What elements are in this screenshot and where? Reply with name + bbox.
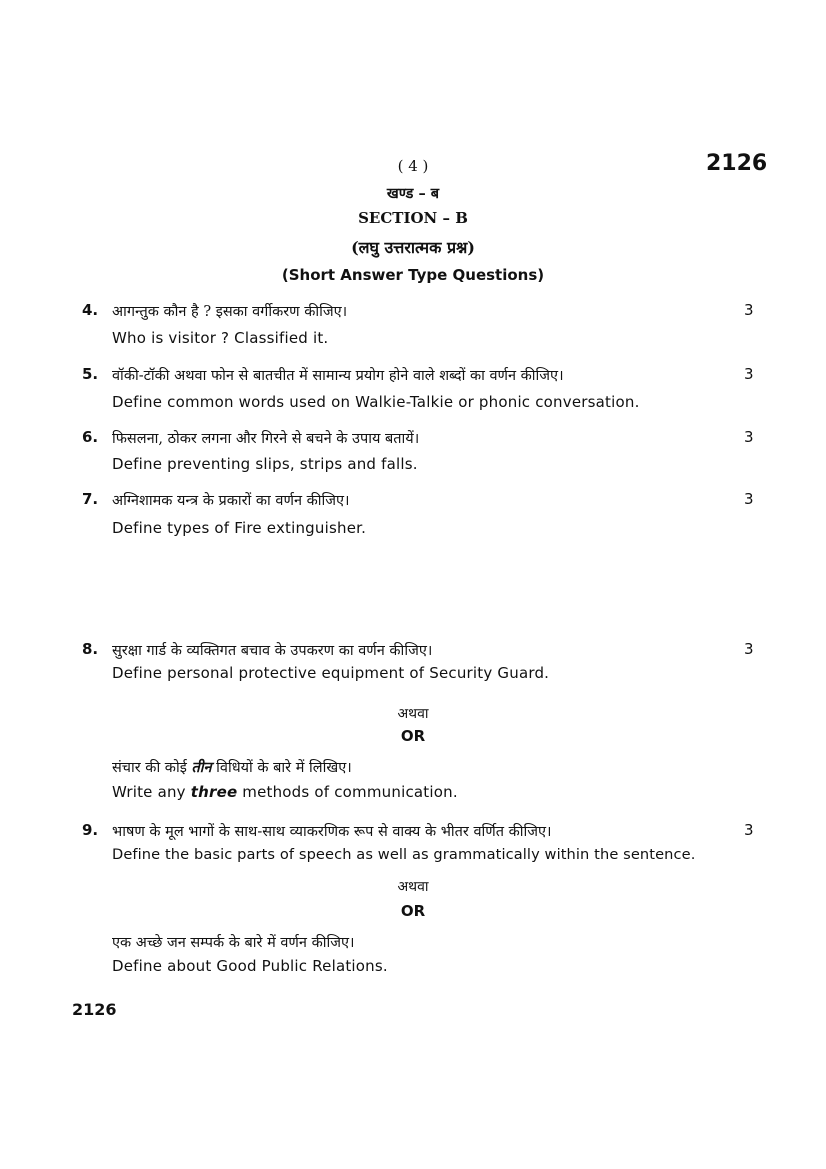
or-hindi: अथवा	[397, 706, 429, 722]
question-number: 4.	[82, 301, 99, 319]
alt-english-post: methods of communication.	[237, 783, 458, 801]
or-english: OR	[400, 902, 426, 920]
alt-english-pre: Write any	[112, 783, 191, 801]
question-marks: 3	[744, 365, 754, 383]
alternative-question-hindi	[112, 757, 352, 777]
section-subtitle-english: (Short Answer Type Questions)	[281, 266, 545, 284]
page-number: ( 4 )	[397, 157, 429, 175]
question-marks: 3	[744, 640, 754, 658]
question-english: Define preventing slips, strips and falls.	[112, 455, 418, 473]
question-english: Define types of Fire extinguisher.	[112, 519, 367, 537]
question-hindi: अग्निशामक यन्त्र के प्रकारों का वर्णन कीजिए।	[112, 493, 350, 509]
question-hindi: वॉकी-टॉकी अथवा फोन से बातचीत में सामान्य प्रयोग होने वाले शब्दों का वर्णन कीजिए।	[112, 368, 564, 384]
question-hindi: सुरक्षा गार्ड के व्यक्तिगत बचाव के उपकरण का वर्णन कीजिए।	[112, 643, 433, 659]
paper-code-bottom: 2126	[72, 1000, 117, 1019]
alt-hindi-post: विधियों के बारे में लिखिए।	[211, 760, 352, 776]
question-marks: 3	[744, 428, 754, 446]
question-english: Who is visitor ? Classified it.	[112, 329, 329, 347]
question-marks: 3	[744, 821, 754, 839]
section-title-english: SECTION – B	[358, 209, 468, 227]
question-number: 6.	[82, 428, 99, 446]
alt-english-emphasis: three	[190, 783, 238, 801]
alt-hindi-emphasis: तीन	[191, 759, 212, 776]
question-number: 5.	[82, 365, 99, 383]
paper-code-top: 2126	[706, 151, 768, 176]
question-marks: 3	[744, 301, 754, 319]
question-english: Define common words used on Walkie-Talkie or phonic conversation.	[112, 393, 640, 411]
question-hindi: फिसलना, ठोकर लगना और गिरने से बचने के उपाय बतायें।	[112, 431, 420, 447]
section-title-hindi: खण्ड – ब	[386, 185, 440, 202]
question-number: 8.	[82, 640, 99, 658]
question-english: Define personal protective equipment of Security Guard.	[112, 664, 550, 682]
alternative-question-english: Define about Good Public Relations.	[112, 957, 388, 975]
or-english: OR	[400, 727, 426, 745]
section-subtitle-hindi: (लघु उत्तरात्मक प्रश्न)	[351, 238, 475, 257]
question-english: Define the basic parts of speech as well as grammatically within the sentence.	[112, 846, 696, 863]
alternative-question-hindi: एक अच्छे जन सम्पर्क के बारे में वर्णन कीजिए।	[112, 935, 355, 951]
or-hindi: अथवा	[397, 879, 429, 895]
question-hindi: भाषण के मूल भागों के साथ-साथ व्याकरणिक रूप से वाक्य के भीतर वर्णित कीजिए।	[112, 824, 552, 840]
question-marks: 3	[744, 490, 754, 508]
question-number: 7.	[82, 490, 99, 508]
alt-hindi-pre: संचार की कोई	[112, 760, 192, 776]
question-hindi: आगन्तुक कौन है ? इसका वर्गीकरण कीजिए।	[112, 304, 348, 320]
question-number: 9.	[82, 821, 99, 839]
alternative-question-english	[112, 783, 458, 801]
